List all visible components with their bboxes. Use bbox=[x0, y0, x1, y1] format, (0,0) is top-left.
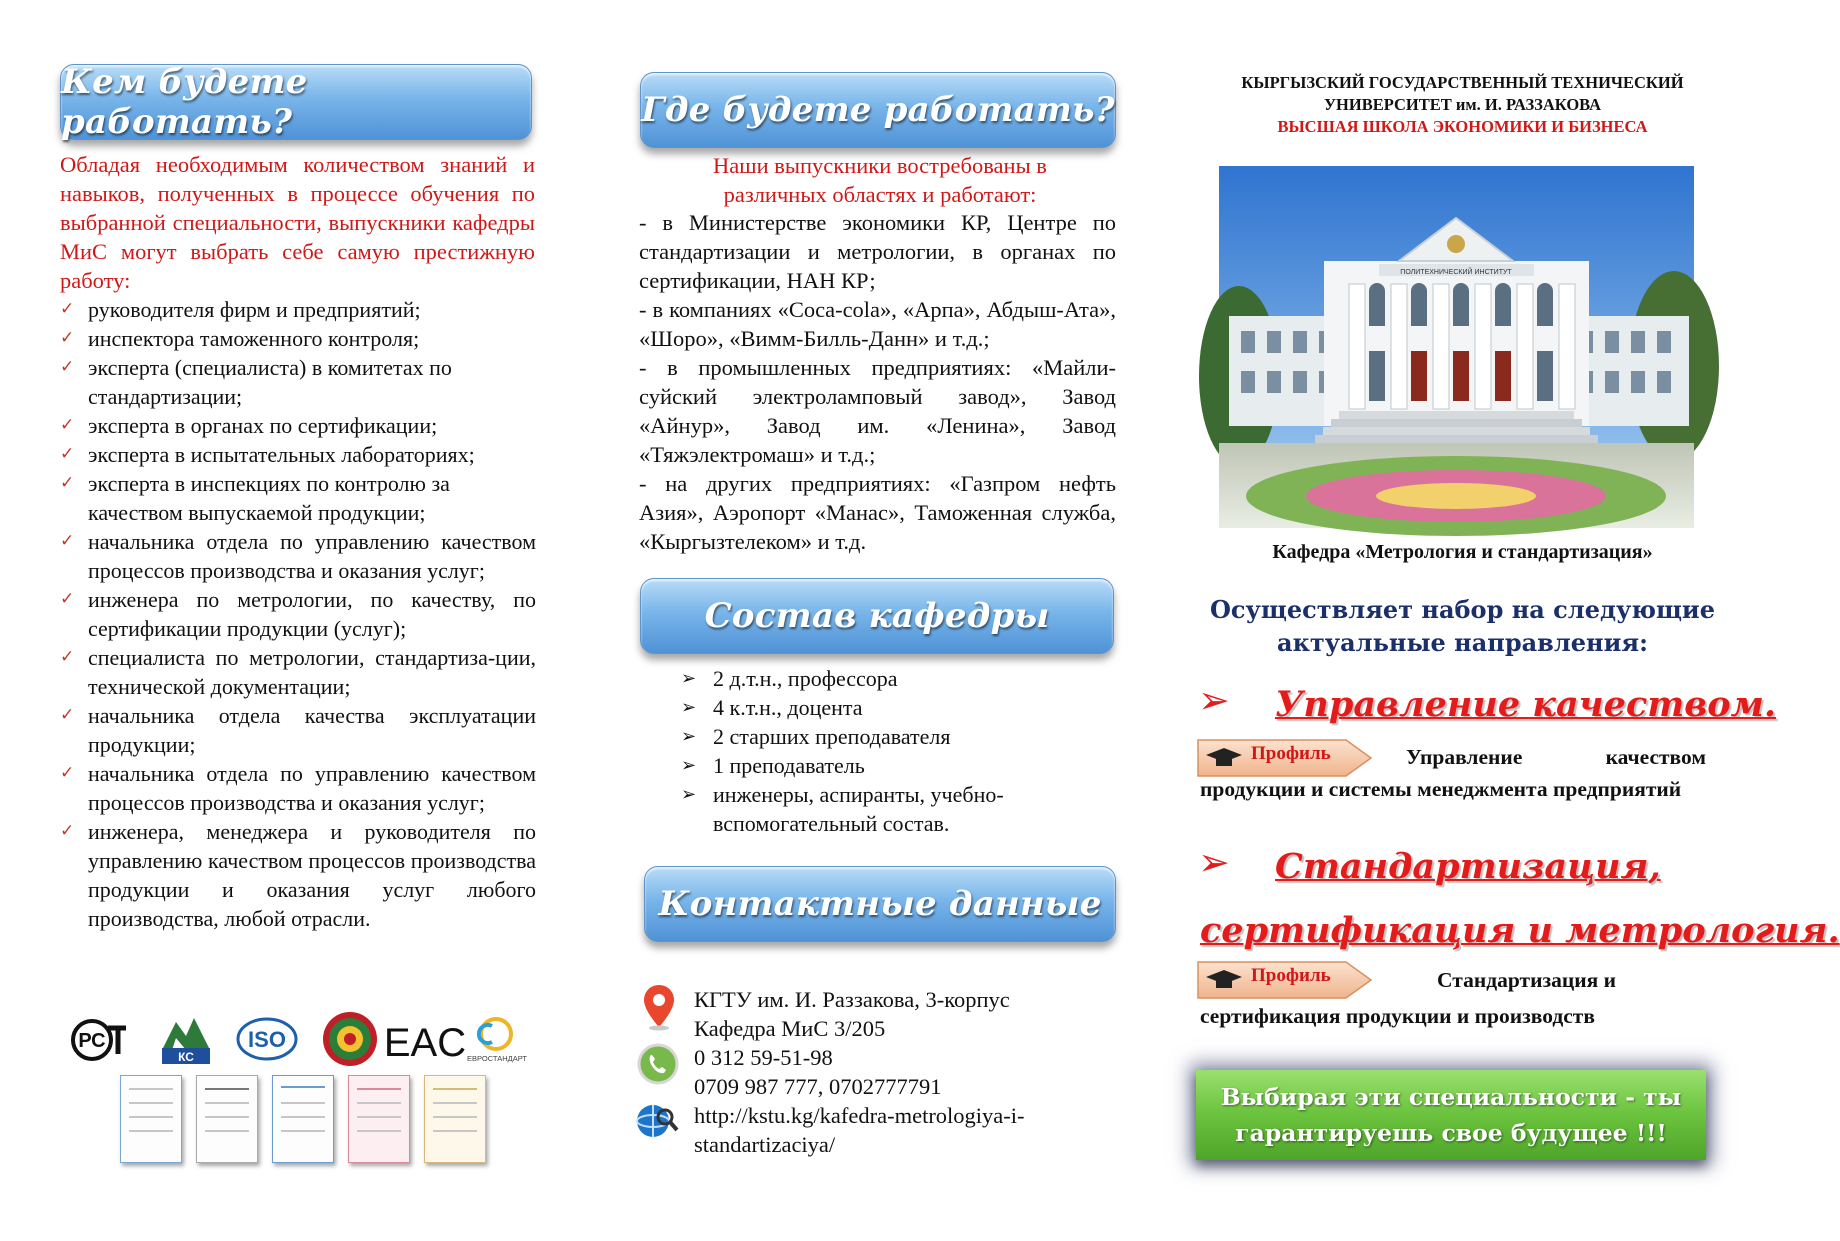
motto-banner bbox=[1196, 1070, 1706, 1160]
banner-who-will-you-work-label: Кем будете работать? bbox=[61, 62, 308, 142]
list-item: ✓ эксперта в инспекциях по контролю за качеством выпускаемой продукции; bbox=[60, 471, 450, 525]
contact-phones bbox=[694, 1043, 942, 1101]
list-item: ➢ 1 преподаватель bbox=[681, 753, 865, 778]
web-globe-icon bbox=[634, 1100, 680, 1147]
check-icon: ✓ bbox=[60, 531, 75, 551]
banner-who-will-you-work bbox=[60, 64, 532, 140]
list-item: ➢ 2 старших преподавателя bbox=[681, 724, 951, 749]
svg-text:EAC: EAC bbox=[383, 1021, 467, 1065]
department-room: Кафедра МиС 3/205 bbox=[694, 1016, 886, 1041]
list-item: ✓ начальника отдела качества эксплуатации продукции; bbox=[60, 703, 536, 757]
contact-address bbox=[694, 985, 1010, 1043]
list-item: ➢ 4 к.т.н., доцента bbox=[681, 695, 863, 720]
recruitment-line: Осуществляет набор на следующие bbox=[1210, 595, 1715, 624]
svg-text:РС: РС bbox=[78, 1030, 106, 1052]
location-pin-icon bbox=[642, 983, 676, 1036]
banner-where-will-you-work-label: Где будете работать? bbox=[641, 90, 1115, 130]
direction-title: Управление качеством. bbox=[1275, 684, 1777, 725]
arrow-bullet-icon: ➢ bbox=[681, 784, 697, 805]
list-item: ✓ руководителя фирм и предприятий; bbox=[60, 297, 421, 322]
phone-number: 0709 987 777, 0702777791 bbox=[694, 1074, 942, 1099]
website-link[interactable]: http://kstu.kg/kafedra-metrologiya-i- bbox=[694, 1103, 1025, 1128]
certificate-image bbox=[120, 1075, 182, 1163]
svg-text:КС: КС bbox=[178, 1050, 194, 1064]
arrow-bullet-icon: ➢ bbox=[681, 697, 697, 718]
list-item: ✓ инженера, менеджера и руководителя по управлению качеством процессов производства продукции и оказания услуг любого производства, любой отрасли. bbox=[60, 819, 536, 931]
list-item: ✓ специалиста по метрологии, стандартиза-ции, технической документации; bbox=[60, 645, 536, 699]
red-arrow-icon: ➢ bbox=[1198, 840, 1230, 884]
where-item: - в промышленных предприятиях: «Майли-суйский электроламповый завод», Завод «Айнур», Завод им. «Ленина», Завод «Тяжэлектромаш» и т.д.; bbox=[639, 355, 1116, 467]
list-item: ✓ начальника отдела по управлению качеством процессов производства и оказания услуг; bbox=[60, 761, 536, 815]
eurostandard-logo bbox=[462, 1016, 532, 1071]
list-item: ➢ инженеры, аспиранты, учебно-вспомогательный состав. bbox=[681, 782, 1004, 836]
profile-tag bbox=[1196, 959, 1374, 999]
motto-line: Выбирая эти специальности - ты bbox=[1220, 1083, 1682, 1111]
direction-profile: Стандартизация и bbox=[1437, 968, 1617, 992]
list-item: ✓ инженера по метрологии, по качеству, по сертификации продукции (услуг); bbox=[60, 587, 536, 641]
arrow-bullet-icon: ➢ bbox=[681, 668, 697, 689]
certificates-row bbox=[120, 1075, 500, 1170]
svg-text:ЕВРОСТАНДАРТ: ЕВРОСТАНДАРТ bbox=[467, 1054, 527, 1063]
where-item: - в Министерстве экономики КР, Центре по стандартизации и метрологии, в органах по сертификации, НАН КР; bbox=[639, 210, 1116, 293]
red-arrow-icon: ➢ bbox=[1198, 678, 1230, 722]
university-name-line: КЫРГЫЗСКИЙ ГОСУДАРСТВЕННЫЙ ТЕХНИЧЕСКИЙ bbox=[1241, 73, 1684, 92]
check-icon: ✓ bbox=[60, 763, 75, 783]
check-icon: ✓ bbox=[60, 415, 75, 435]
career-list bbox=[58, 295, 536, 933]
university-header bbox=[1180, 72, 1745, 138]
check-icon: ✓ bbox=[60, 473, 75, 493]
direction-profile: сертификация продукции и производств bbox=[1200, 1004, 1595, 1028]
state-emblem-logo bbox=[320, 1010, 380, 1073]
svg-text:ISO: ISO bbox=[248, 1027, 286, 1052]
recruitment-heading bbox=[1180, 593, 1745, 659]
list-item: ✓ инспектора таможенного контроля; bbox=[60, 326, 420, 351]
list-item: ✓ эксперта в испытательных лабораториях; bbox=[60, 442, 475, 467]
staff-list bbox=[675, 664, 1075, 838]
school-name: ВЫСШАЯ ШКОЛА ЭКОНОМИКИ И БИЗНЕСА bbox=[1277, 117, 1648, 136]
kyrgyz-standard-logo bbox=[158, 1010, 214, 1073]
check-icon: ✓ bbox=[60, 357, 75, 377]
where-item: - на других предприятиях: «Газпром нефть Азия», Аэропорт «Манас», Таможенная служба, «Кыргызтелеком» и т.д. bbox=[639, 471, 1116, 554]
department-caption: Кафедра «Метрология и стандартизация» bbox=[1272, 541, 1653, 563]
direction-title: сертификация и метрология. bbox=[1200, 910, 1840, 951]
banner-staff bbox=[640, 578, 1114, 654]
list-item: ✓ эксперта в органах по сертификации; bbox=[60, 413, 438, 438]
check-icon: ✓ bbox=[60, 647, 75, 667]
where-intro: Наши выпускники востребованы в различных областях и работают: bbox=[713, 153, 1047, 207]
banner-staff-label: Состав кафедры bbox=[704, 596, 1050, 636]
banner-where-will-you-work bbox=[640, 72, 1116, 148]
arrow-bullet-icon: ➢ bbox=[681, 755, 697, 776]
website-link[interactable]: standartizaciya/ bbox=[694, 1132, 836, 1157]
where-list bbox=[639, 208, 1116, 556]
check-icon: ✓ bbox=[60, 589, 75, 609]
where-item: - в компаниях «Coca-cola», «Арпа», Абдыш-Ата», «Шоро», «Вимм-Билль-Данн» и т.д.; bbox=[639, 297, 1116, 351]
university-name-line: УНИВЕРСИТЕТ им. И. РАЗЗАКОВА bbox=[1323, 95, 1602, 114]
check-icon: ✓ bbox=[60, 444, 75, 464]
certification-logos bbox=[70, 1010, 540, 1070]
recruitment-line: актуальные направления: bbox=[1277, 628, 1648, 657]
motto-line: гарантируешь свое будущее !!! bbox=[1235, 1119, 1667, 1147]
eac-logo bbox=[383, 1018, 467, 1067]
profile-tag-label: Профиль bbox=[1251, 965, 1331, 986]
certificate-image bbox=[272, 1075, 334, 1163]
address-line: КГТУ им. И. Раззакова, 3-корпус bbox=[694, 987, 1010, 1012]
list-item: ✓ начальника отдела по управлению качеством процессов производства и оказания услуг; bbox=[60, 529, 536, 583]
phone-icon bbox=[637, 1043, 679, 1090]
certificate-image bbox=[348, 1075, 410, 1163]
check-icon: ✓ bbox=[60, 328, 75, 348]
banner-contacts-label: Контактные данные bbox=[658, 884, 1102, 924]
iso-logo bbox=[236, 1016, 298, 1067]
university-building-photo bbox=[1219, 166, 1694, 528]
certificate-image bbox=[424, 1075, 486, 1163]
certificate-image bbox=[196, 1075, 258, 1163]
banner-contacts bbox=[644, 866, 1116, 942]
contact-website[interactable] bbox=[694, 1101, 1025, 1159]
direction-title: Стандартизация, bbox=[1275, 846, 1661, 887]
career-intro: Обладая необходимым количеством знаний и навыков, полученных в процессе обучения по выбранной специальности, выпускники кафедры МиС могут выбрать себе самую престижную работу: bbox=[60, 152, 535, 293]
check-icon: ✓ bbox=[60, 299, 75, 319]
rst-logo bbox=[70, 1016, 128, 1069]
phone-number: 0 312 59-51-98 bbox=[694, 1045, 833, 1070]
list-item: ➢ 2 д.т.н., профессора bbox=[681, 666, 898, 691]
check-icon: ✓ bbox=[60, 705, 75, 725]
list-item: ✓ эксперта (специалиста) в комитетах по стандартизации; bbox=[60, 355, 452, 409]
direction-profile: Управление качеством продукции и системы менеджмента предприятий bbox=[1200, 745, 1706, 801]
profile-tag-label: Профиль bbox=[1251, 743, 1331, 764]
svg-text:ПОЛИТЕХНИЧЕСКИЙ ИНСТИТУТ: ПОЛИТЕХНИЧЕСКИЙ ИНСТИТУТ bbox=[1400, 269, 1512, 276]
arrow-bullet-icon: ➢ bbox=[681, 726, 697, 747]
check-icon: ✓ bbox=[60, 821, 75, 841]
